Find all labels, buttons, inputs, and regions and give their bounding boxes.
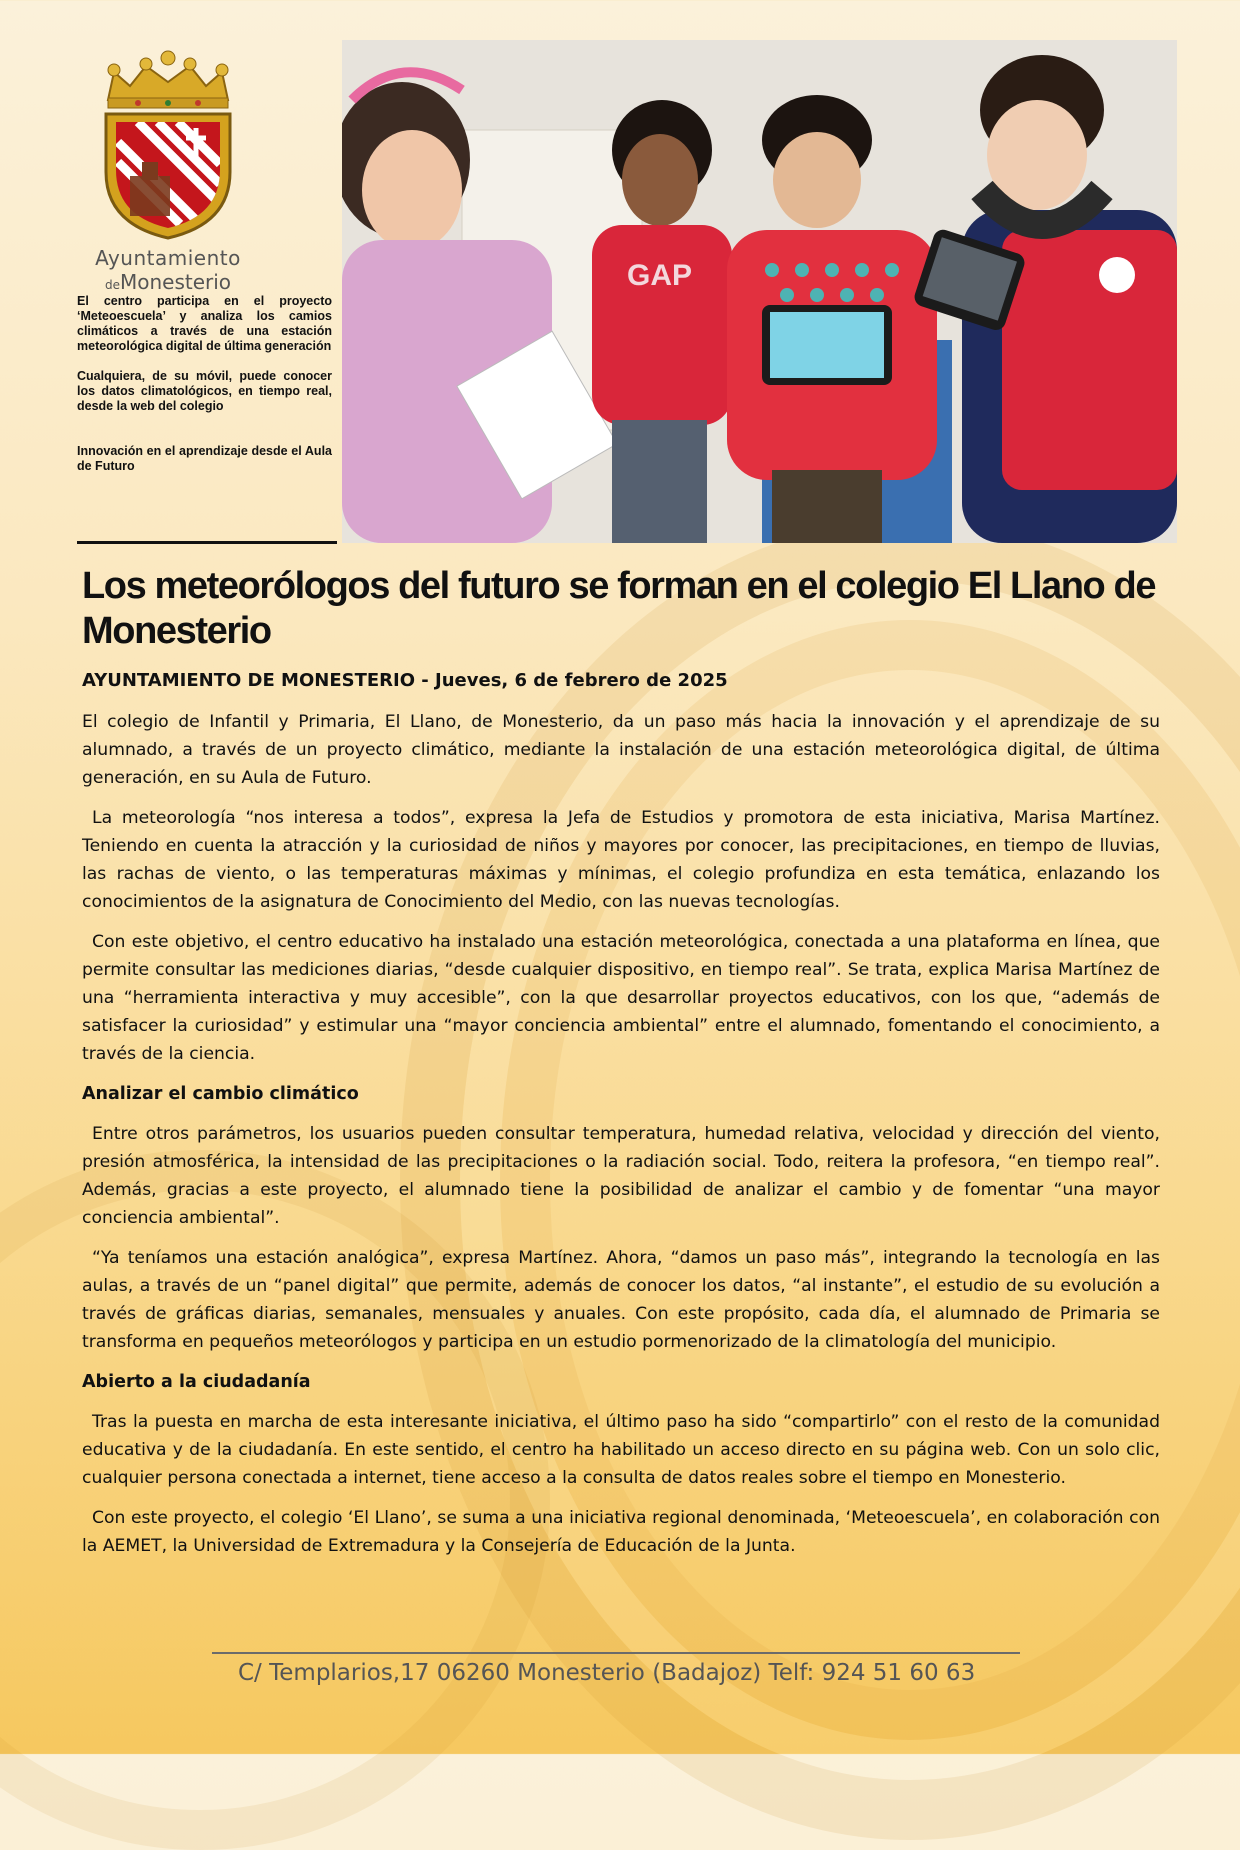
students-with-tablets-illustration bbox=[342, 40, 1177, 543]
body-paragraph: Tras la puesta en marcha de esta interesante iniciativa, el último paso ha sido “compartirlo” con el resto de la comunidad educativa y de la ciudadanía. En este sentido, el centro ha habilitado un acceso directo en su página web. Con un solo clic, cualquier persona conectada a internet, tiene acceso a la consulta de datos reales sobre el tiempo en Monesterio. bbox=[82, 1412, 1160, 1488]
body-paragraph: La meteorología “nos interesa a todos”, expresa la Jefa de Estudios y promotora de esta iniciativa, Marisa Martínez. Teniendo en cuenta la atracción y la curiosidad de niños y mayores por conocer, las precipitaciones, en tiempo de lluvias, las rachas de viento, o las temperaturas máximas y mínimas, el colegio profundiza en esta temática, enlazando los conocimientos de la asignatura de Conocimiento del Medio, con las nuevas tecnologías. bbox=[82, 808, 1160, 912]
sidebar-divider bbox=[77, 541, 337, 544]
body-paragraph: “Ya teníamos una estación analógica”, expresa Martínez. Ahora, “damos un paso más”, integrando la tecnología en las aulas, a través de un “panel digital” que permite, además de conocer los datos, “al instante”, el estudio de su evolución a través de gráficas diarias, semanales, mensuales y anuales. Con este propósito, cada día, el alumnado de Primaria se transforma en pequeños meteorólogos y participa en un estudio pormenorizado de la climatología del municipio. bbox=[82, 1248, 1160, 1352]
footer-divider bbox=[212, 1652, 1020, 1654]
article-byline: AYUNTAMIENTO DE MONESTERIO - Jueves, 6 de febrero de 2025 bbox=[82, 670, 728, 691]
svg-text:GAP: GAP bbox=[627, 259, 693, 292]
sidebar-paragraph-1: El centro participa en el proyecto ‘Meteoescuela’ y analiza los camios climáticos a través de una estación meteorológica digital de última generación bbox=[77, 294, 332, 353]
coat-of-arms-icon bbox=[78, 42, 258, 242]
body-paragraph: Con este proyecto, el colegio ‘El Llano’, se suma a una iniciativa regional denominada, ‘Meteoescuela’, en colaboración con la AEMET, la Universidad de Extremadura y la Consejería de Educación de la Junta. bbox=[82, 1508, 1160, 1556]
logo-line-2-prefix: de bbox=[104, 278, 120, 292]
sidebar-paragraph-2: Cualquiera, de su móvil, puede conocer los datos climatológicos, en tiempo real, desde la web del colegio bbox=[77, 369, 332, 413]
crown-icon bbox=[108, 51, 228, 108]
section-heading-climate-change: Analizar el cambio climático bbox=[82, 1084, 359, 1104]
body-paragraph: Entre otros parámetros, los usuarios pueden consultar temperatura, humedad relativa, velocidad y dirección del viento, presión atmosférica, la intensidad de las precipitaciones o la radiación social. Todo, reitera la profesora, “en tiempo real”. Además, gracias a este proyecto, el alumnado tiene la posibilidad de analizar el cambio y de fomentar “una mayor conciencia ambiental”. bbox=[82, 1124, 1160, 1228]
logo-line-1: Ayuntamiento bbox=[95, 246, 241, 270]
article-body bbox=[82, 708, 1160, 1572]
sidebar-paragraph-3: Innovación en el aprendizaje desde el Aula de Futuro bbox=[77, 444, 332, 473]
article-headline: Los meteorólogos del futuro se forman en el colegio El Llano de Monesterio bbox=[82, 565, 1156, 652]
sidebar-summary bbox=[77, 294, 332, 489]
body-paragraph: El colegio de Infantil y Primaria, El Llano, de Monesterio, da un paso más hacia la innovación y el aprendizaje de su alumnado, a través de un proyecto climático, mediante la instalación de una estación meteorológica digital, de última generación, en su Aula de Futuro. bbox=[82, 712, 1160, 788]
logo-line-2-town: Monesterio bbox=[119, 270, 232, 294]
article-photo bbox=[342, 40, 1177, 543]
municipal-logo bbox=[78, 42, 258, 294]
logo-line-2 bbox=[78, 270, 258, 294]
footer-address: C/ Templarios,17 06260 Monesterio (Badajoz) Telf: 924 51 60 63 bbox=[238, 1660, 976, 1686]
body-paragraph: Con este objetivo, el centro educativo ha instalado una estación meteorológica, conectada a una plataforma en línea, que permite consultar las mediciones diarias, “desde cualquier dispositivo, en tiempo real”. Se trata, explica Marisa Martínez de una “herramienta interactiva y muy accesible”, con la que desarrollar proyectos educativos, con los que, “además de satisfacer la curiosidad” y estimular una “mayor conciencia ambiental” entre el alumnado, fomentando el conocimiento, a través de la ciencia. bbox=[82, 932, 1160, 1064]
section-heading-open-to-citizens: Abierto a la ciudadanía bbox=[82, 1372, 311, 1392]
